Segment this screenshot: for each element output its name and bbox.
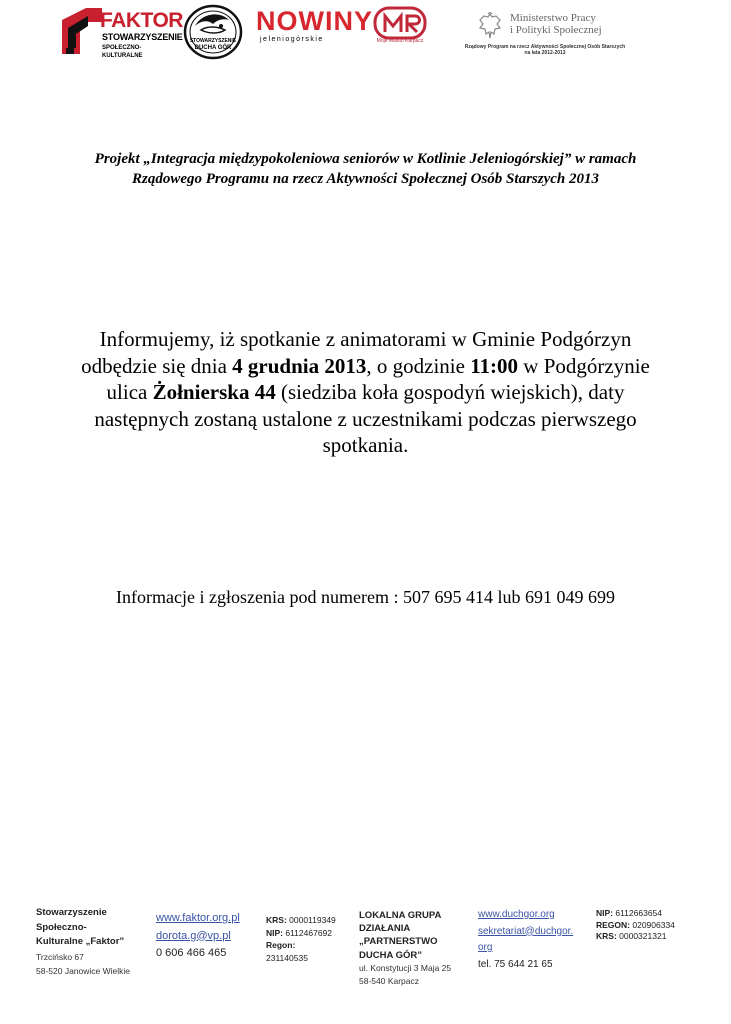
announcement-line3 — [14, 379, 717, 406]
announcement-text: , o godzinie — [366, 353, 471, 378]
footer-org2-addr2: 58-540 Karpacz — [359, 976, 420, 987]
project-title-line2: Rządowego Programu na rzecz Aktywności Społecznej Osób Starszych 2013 — [132, 171, 599, 187]
footer-registry-faktor — [266, 914, 336, 965]
faktor-website-link[interactable]: www.faktor.org.pl — [156, 912, 240, 924]
duchgor-phone: tel. 75 644 21 65 — [478, 958, 553, 970]
announcement-text: (siedziba koła gospodyń wiejskich), daty — [275, 380, 625, 404]
faktor-nip — [266, 927, 336, 940]
announcement-line5: spotkania. — [322, 433, 409, 457]
faktor-nip-value: 6112467692 — [283, 927, 333, 938]
footer-org1-name2: Społeczno- — [36, 921, 87, 933]
nowiny-logo-word: NOWINY — [256, 6, 373, 36]
duchgor-website-link[interactable]: www.duchgor.org — [478, 909, 555, 920]
duch-gor-logo-text — [183, 38, 243, 52]
faktor-krs-label: KRS: — [266, 915, 287, 925]
mr-logo-sub: Moje Miasto Karpacz — [376, 38, 424, 44]
announcement-text: odbędzie się dnia — [81, 353, 233, 378]
faktor-regon-value: 231140535 — [266, 953, 308, 964]
footer-org1-addr1: Trzcińsko 67 — [36, 951, 84, 962]
faktor-krs — [266, 914, 336, 927]
polish-eagle-icon — [478, 12, 502, 40]
lgd-nip — [596, 908, 675, 920]
duch-gor-logo-line1: STOWARZYSZENIE — [189, 38, 237, 44]
footer-org-faktor — [36, 906, 130, 979]
footer-org1-name1: Stowarzyszenie — [36, 907, 107, 918]
faktor-phone: 0 606 466 465 — [156, 947, 227, 959]
mr-logo — [371, 6, 429, 52]
ministerstwo-name — [510, 12, 602, 36]
footer-org2-name1: LOKALNA GRUPA — [359, 910, 442, 921]
footer-registry-lgd — [596, 908, 675, 943]
footer-org2-addr1: ul. Konstytucji 3 Maja 25 — [359, 962, 452, 973]
meeting-time: 11:00 — [470, 353, 519, 378]
duchgor-email-link-line1[interactable]: sekretariat@duchgor. — [478, 925, 574, 937]
footer-contact-faktor — [156, 910, 240, 963]
duch-gor-logo-line2: DUCHA GÓR — [194, 45, 232, 51]
lgd-regon-label: REGON: — [596, 919, 630, 930]
announcement-line4: następnych zostaną ustalone z uczestnikami podczas pierwszego — [94, 406, 637, 431]
lgd-regon-value: 020906334 — [630, 919, 675, 930]
mr-logo-icon — [371, 6, 429, 40]
ministerstwo-logo — [450, 12, 640, 62]
lgd-regon — [596, 920, 675, 932]
faktor-email-link[interactable]: dorota.g@vp.pl — [156, 929, 231, 942]
announcement-text: ulica — [106, 380, 153, 404]
duch-gor-logo — [183, 4, 243, 60]
meeting-date: 4 grudnia 2013 — [232, 353, 367, 378]
ministerstwo-sub2: na lata 2012-2013 — [524, 50, 566, 56]
lgd-krs-label: KRS: — [596, 931, 617, 941]
meeting-address: Żołnierska 44 — [152, 380, 276, 404]
announcement-line2 — [14, 353, 717, 380]
nowiny-logo — [256, 6, 373, 48]
lgd-krs-value: 0000321321 — [616, 931, 667, 941]
footer-org2-name3: „PARTNERSTWO — [359, 936, 438, 948]
faktor-logo — [58, 8, 183, 59]
footer-org2-name4: DUCHA GÓR” — [359, 949, 422, 961]
lgd-nip-value: 6112663654 — [613, 908, 663, 918]
footer-org1-name3: Kulturalne „Faktor” — [36, 936, 125, 947]
footer-org1-addr2: 58-520 Janowice Wielkie — [36, 966, 131, 976]
announcement-text: w Podgórzynie — [518, 353, 650, 378]
ministerstwo-line2: i Polityki Społecznej — [510, 24, 602, 36]
announcement-line1: Informujemy, iż spotkanie z animatorami w Gminie Podgórzyn — [99, 327, 632, 351]
meeting-announcement — [14, 326, 717, 459]
ministerstwo-line1: Ministerstwo Pracy — [510, 12, 596, 24]
faktor-logo-icon — [58, 8, 102, 54]
footer-org2-name2: DZIAŁANIA — [359, 923, 411, 935]
lgd-krs — [596, 931, 675, 943]
faktor-regon-label: Regon: — [266, 940, 296, 951]
faktor-logo-sub2: SPOŁECZNO-KULTURALNE — [102, 45, 143, 59]
ministerstwo-sub1: Rządowy Program na rzecz Aktywności Społecznej Osób Starszych — [464, 44, 626, 50]
footer-contact-lgd — [478, 907, 573, 973]
faktor-logo-word: FAKTOR — [100, 9, 183, 32]
project-title — [20, 149, 711, 189]
ministerstwo-program — [450, 44, 640, 56]
footer-org-lgd — [359, 909, 451, 988]
faktor-logo-sub1: STOWARZYSZENIE — [102, 32, 183, 42]
nowiny-logo-sub: jeleniogórskie — [260, 36, 324, 43]
faktor-nip-label: NIP: — [266, 927, 283, 938]
duchgor-email-link-line2[interactable]: org — [478, 942, 493, 953]
contact-info: Informacje i zgłoszenia pod numerem : 507 695 414 lub 691 049 699 — [116, 587, 615, 607]
lgd-nip-label: NIP: — [596, 908, 613, 918]
faktor-krs-value: 0000119349 — [286, 915, 336, 925]
project-title-line1: Projekt „Integracja międzypokoleniowa seniorów w Kotlinie Jeleniogórskiej” w ramach — [94, 151, 637, 167]
